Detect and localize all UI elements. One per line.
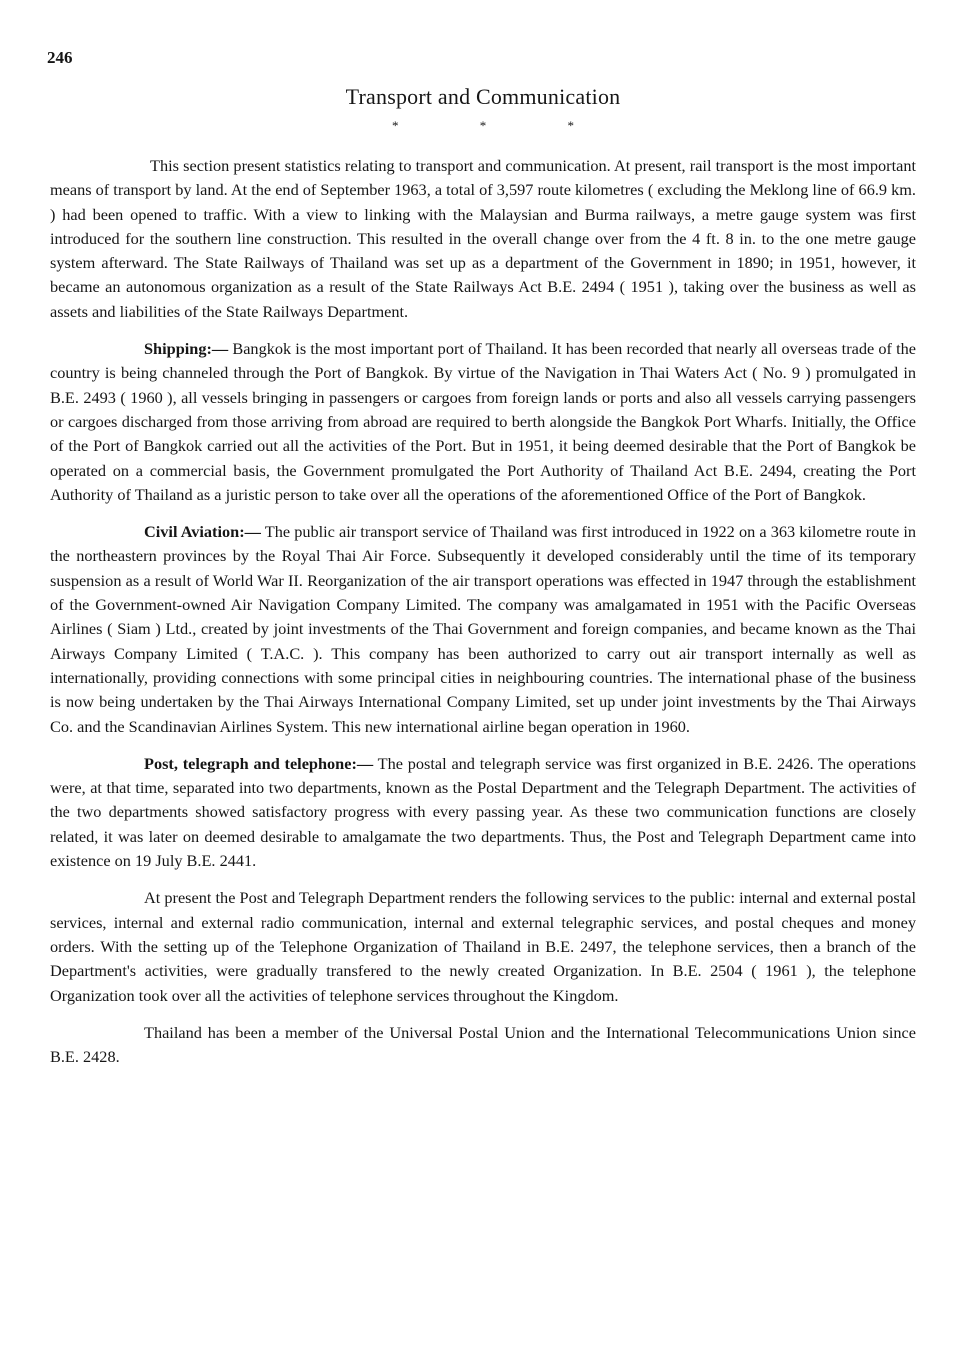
paragraph-text: The postal and telegraph service was first organized in B.E. 2426. The operations were, at that time, separated into two departments, known as the Postal Department and the Telegraph Department. The activities of the two departments showed satisfactory progress with every passing year. As these two communication functions are closely related, it was later on deemed desirable to amalgamate the two departments. Thus, the Post and Telegraph Department came into existence on 19 July B.E. 2441. — [50, 753, 916, 871]
paragraph-shipping — [50, 337, 916, 507]
paragraph-text: The public air transport service of Thailand was first introduced in 1922 on a 363 kilometre route in the northeastern provinces by the Royal Thai Air Force. Subsequently it developed considerably until the time of its temporary suspension as a result of World War II. Reorganization of the air transport operations was effected in 1947 through the establishment of the Government-owned Air Navigation Company Limited. The company was amalgamated in 1951 with the Pacific Overseas Airlines ( Siam ) Ltd., created by joint investments of the Thai Government and foreign companies, and became known as the Thai Airways Company Limited ( T.A.C. ). This company has been authorized to carry out air transport internally as well as internationally, providing connections with some principal cities in neighbouring countries. The international phase of the business is now being undertaken by the Thai Airways International Company Limited, set up under joint investments by the Thai Airways Co. and the Scandinavian Airlines System. This new international airline began operation in 1960. — [50, 522, 917, 736]
paragraph-text: Bangkok is the most important port of Thailand. It has been recorded that nearly all overseas trade of the country is being channeled through the Port of Bangkok. By virtue of the Navigation in Thai Waters Act ( No. 9 ) promulgated in B.E. 2493 ( 1960 ), all vessels bringing in passengers or cargoes from foreign lands or ports and also all vessels carrying passengers or cargoes discharged from those arriving from abroad are required to berth alongside the Bangkok Port Wharfs. Initially, the Office of the Port of Bangkok carried out all the activities of the Port. But in 1951, it being deemed desirable that the Port of Bangkok be operated on a commercial basis, the Government promulgated the Port Authority of Thailand Act B.E. 2494, creating the Port Authority of Thailand as a juristic person to take over all the operations of the aforementioned Office of the Port of Bangkok. — [50, 339, 916, 504]
paragraph-post-services — [50, 886, 916, 1007]
page-title: Transport and Communication — [345, 84, 621, 109]
section-heading-post-telegraph-telephone: Post, telegraph and telephone:— — [144, 753, 374, 773]
section-ornament: * * * — [392, 118, 574, 133]
paragraph-intro — [50, 154, 916, 324]
paragraph-international-membership — [50, 1021, 916, 1070]
paragraph-text: This section present statistics relating to transport and communication. At present, rail transport is the most important means of transport by land. At the end of September 1963, a total of 3,597 route kilometres ( excluding the Meklong line of 66.9 km. ) had been opened to traffic. With a view to linking with the Malaysian and Burma railways, a metre gauge system was first introduced for the southern line construction. This resulted in the overall change over from the 4 ft. 8 in. to the one metre gauge system afterward. The State Railways of Thailand was set up as a department of the Government in 1890; in 1951, however, it became an autonomous organization as a result of the State Railways Act B.E. 2494 ( 1951 ), taking over the business as well as assets and liabilities of the State Railways Department. — [50, 156, 916, 321]
paragraph-post-telegraph-telephone — [50, 752, 916, 873]
paragraph-text: Thailand has been a member of the Universal Postal Union and the International Telecommunications Union since B.E. 2428. — [50, 1022, 916, 1067]
paragraph-civil-aviation — [50, 520, 916, 739]
paragraph-text: At present the Post and Telegraph Department renders the following services to the public: internal and external postal services, internal and external radio communication, internal and external telegraphic services, and postal cheques and money orders. With the setting up of the Telephone Organization of Thailand in B.E. 2497, the telephone services, then a branch of the Department's activities, were gradually transfered to the newly created Organization. In B.E. 2504 ( 1961 ), the telephone Organization took over all the activities of telephone services throughout the Kingdom. — [50, 888, 916, 1005]
section-heading-shipping: Shipping:— — [144, 339, 229, 359]
document-body — [50, 154, 916, 1082]
page-number: 246 — [47, 48, 73, 67]
section-heading-civil-aviation: Civil Aviation:— — [144, 522, 261, 542]
